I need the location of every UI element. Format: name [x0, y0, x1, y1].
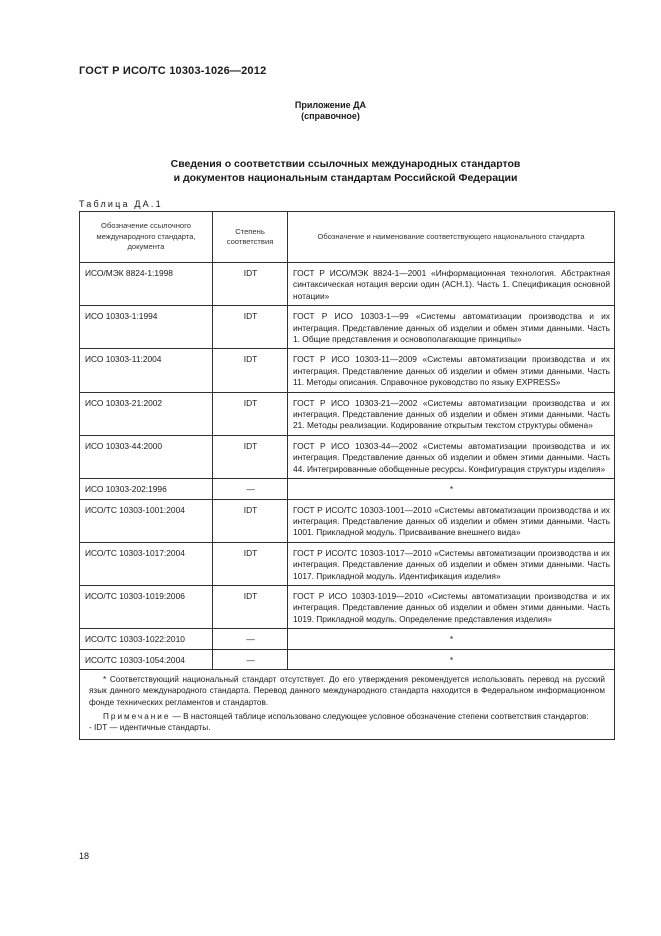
cell-international-code: ИСО/МЭК 8824-1:1998 — [80, 263, 213, 306]
appendix-subtitle: (справочное) — [301, 111, 360, 121]
cell-degree: IDT — [213, 585, 288, 628]
cell-international-code: ИСО 10303-202:1996 — [80, 479, 213, 499]
cell-international-code: ИСО 10303-21:2002 — [80, 392, 213, 435]
note-label: Примечание — [103, 711, 171, 721]
cell-degree: IDT — [213, 392, 288, 435]
section-title-line1: Сведения о соответствии ссылочных международных стандартов — [170, 158, 521, 170]
note-item: - IDT — идентичные стандарты. — [89, 723, 211, 733]
header-degree: Степень соответствия — [213, 212, 288, 263]
cell-national-standard: ГОСТ Р ИСО 10303-44—2002 «Системы автоматизации производства и их интеграция. Представление данных об изделии и обмен этими данными. Часть 44. Интегрированные обобщенные ресурсы. Конфигурация структуры изделия» — [288, 435, 615, 478]
cell-national-standard: * — [288, 649, 615, 669]
table-row — [80, 263, 615, 306]
section-title — [0, 157, 661, 185]
appendix-title: Приложение ДА — [294, 100, 367, 110]
table-row — [80, 479, 615, 499]
cell-national-standard: ГОСТ Р ИСО 10303-1019—2010 «Системы автоматизации производства и их интеграция. Представление данных об изделии и обмен этими данными. Часть 1019. Прикладной модуль. Определение представления изделия» — [288, 585, 615, 628]
note — [89, 711, 605, 722]
header-national-standard: Обозначение и наименование соответствующего национального стандарта — [288, 212, 615, 263]
document-code-header: ГОСТ Р ИСО/ТС 10303-1026—2012 — [79, 65, 267, 77]
table-row — [80, 542, 615, 585]
table-row — [80, 306, 615, 349]
cell-degree: IDT — [213, 542, 288, 585]
cell-national-standard: ГОСТ Р ИСО/МЭК 8824-1—2001 «Информационная технология. Абстрактная синтаксическая нотация версии один (АСН.1). Часть 1. Спецификация основной нотации» — [288, 263, 615, 306]
section-title-line2: и документов национальным стандартам Российской Федерации — [173, 172, 518, 184]
cell-international-code: ИСО/ТС 10303-1017:2004 — [80, 542, 213, 585]
cell-national-standard: ГОСТ Р ИСО/ТС 10303-1001—2010 «Системы автоматизации производства и их интеграция. Представление данных об изделии и обмен этими данными. Часть 1001. Прикладной модуль. Присваивание внешнего вида» — [288, 499, 615, 542]
table-notes-row — [80, 669, 615, 739]
table-row — [80, 585, 615, 628]
table-row — [80, 392, 615, 435]
cell-international-code: ИСО/ТС 10303-1019:2006 — [80, 585, 213, 628]
cell-national-standard: ГОСТ Р ИСО 10303-21—2002 «Системы автоматизации производства и их интеграция. Представление данных об изделии и обмен этими данными. Часть 21. Методы реализации. Кодирование открытым текстом структуры обмена» — [288, 392, 615, 435]
cell-degree: IDT — [213, 499, 288, 542]
footnote: * Соответствующий национальный стандарт отсутствует. До его утверждения рекомендуется использовать перевод на русский язык данного международного стандарта. Перевод данного международного стандарта находится в Федеральном информационном фонде технических регламентов и стандартов. — [89, 674, 605, 707]
table-caption: Таблица ДА.1 — [79, 199, 163, 209]
page-number: 18 — [79, 851, 90, 861]
table-row — [80, 499, 615, 542]
cell-international-code: ИСО/ТС 10303-1054:2004 — [80, 649, 213, 669]
cell-international-code: ИСО/ТС 10303-1022:2010 — [80, 629, 213, 649]
cell-international-code: ИСО 10303-11:2004 — [80, 349, 213, 392]
table-row — [80, 629, 615, 649]
cell-international-code: ИСО/ТС 10303-1001:2004 — [80, 499, 213, 542]
cell-national-standard: ГОСТ Р ИСО 10303-11—2009 «Системы автоматизации производства и их интеграция. Представление данных об изделии и обмен этими данными. Часть 11. Методы описания. Справочное руководство по языку EXPRESS» — [288, 349, 615, 392]
table-row — [80, 349, 615, 392]
cell-international-code: ИСО 10303-1:1994 — [80, 306, 213, 349]
table-row — [80, 649, 615, 669]
cell-national-standard: ГОСТ Р ИСО/ТС 10303-1017—2010 «Системы автоматизации производства и их интеграция. Представление данных об изделии и обмен этими данными. Часть 1017. Прикладной модуль. Идентификация изделия» — [288, 542, 615, 585]
cell-international-code: ИСО 10303-44:2000 — [80, 435, 213, 478]
cell-national-standard: * — [288, 479, 615, 499]
header-international-standard: Обозначение ссылочного международного стандарта, документа — [80, 212, 213, 263]
cell-degree: IDT — [213, 349, 288, 392]
cell-degree: — — [213, 649, 288, 669]
cell-degree: — — [213, 479, 288, 499]
table-header-row — [80, 212, 615, 263]
cell-degree: IDT — [213, 263, 288, 306]
cell-degree: — — [213, 629, 288, 649]
cell-degree: IDT — [213, 435, 288, 478]
cell-degree: IDT — [213, 306, 288, 349]
cell-national-standard: ГОСТ Р ИСО 10303-1—99 «Системы автоматизации производства и их интеграция. Представление данных об изделии и обмен этими данными. Часть 1. Общие представления и основополагающие принципы» — [288, 306, 615, 349]
correspondence-table — [79, 211, 615, 740]
cell-national-standard: * — [288, 629, 615, 649]
table-notes — [80, 669, 615, 739]
table-row — [80, 435, 615, 478]
note-text: — В настоящей таблице использовано следующее условное обозначение степени соответствия стандартов: — [170, 711, 589, 721]
